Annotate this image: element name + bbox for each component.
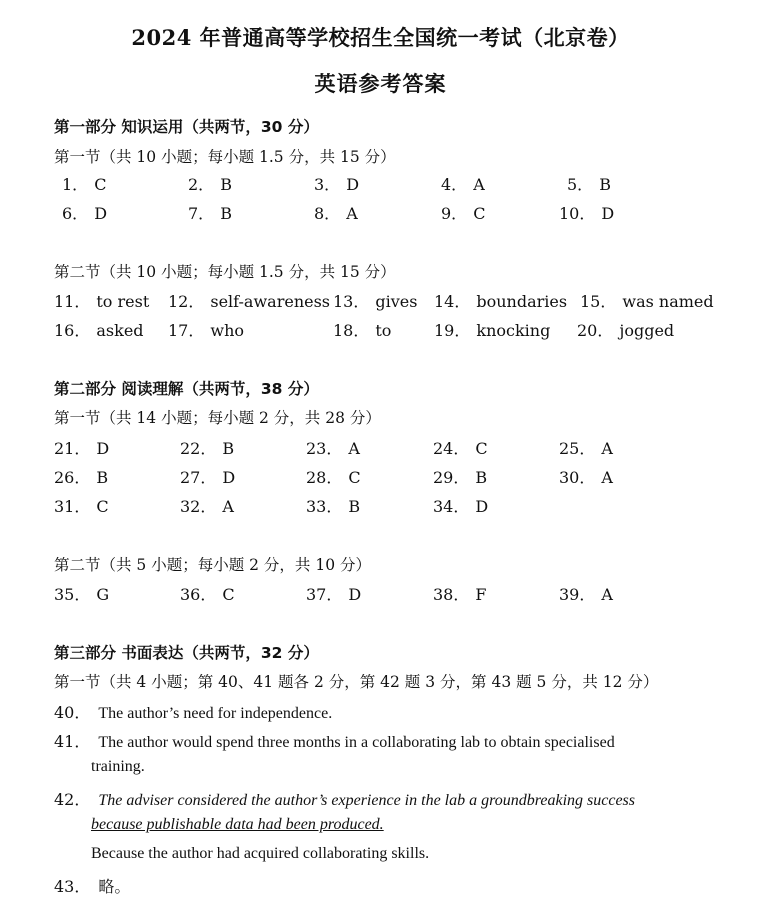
- answer-item: [54, 289, 149, 312]
- answer-value: A: [222, 497, 234, 516]
- answer-item: [180, 494, 234, 517]
- answer-value: D: [346, 175, 360, 194]
- part1-sec1-heading: 第一节（共 10 小题；每小题 1.5 分，共 15 分）: [54, 148, 396, 166]
- answer-value: A: [601, 585, 613, 604]
- answer-value: A: [601, 468, 613, 487]
- answer-item: [168, 289, 330, 312]
- answer-value: boundaries: [476, 292, 568, 311]
- answer-value: gives: [375, 292, 418, 311]
- question-number: 6．: [62, 204, 89, 223]
- question-number: 41．: [54, 732, 91, 751]
- answer-item: [188, 201, 232, 224]
- question-number: 4．: [441, 175, 468, 194]
- answer-item: [62, 172, 106, 195]
- answer-item: [577, 318, 674, 341]
- answer-item: [62, 201, 107, 224]
- question-number: 16．: [54, 321, 91, 340]
- answer-value: A: [601, 439, 613, 458]
- answer-value: D: [601, 204, 615, 223]
- part2-sec2-heading: 第二节（共 5 小题；每小题 2 分，共 10 分）: [54, 556, 372, 574]
- answer-row: [0, 494, 761, 518]
- answer-text-underlined: because publishable data had been produced.: [91, 816, 384, 833]
- answer-item: [180, 436, 234, 459]
- answer-value: knocking: [476, 321, 551, 340]
- answer-value: G: [96, 585, 110, 604]
- answer-value: self-awareness: [210, 292, 331, 311]
- part1-sec2-heading: 第二节（共 10 小题；每小题 1.5 分，共 15 分）: [54, 263, 396, 281]
- answer-item: [567, 172, 611, 195]
- answer-item: [54, 494, 109, 517]
- answer-item: [180, 465, 235, 488]
- answer-text-continued: training.: [91, 758, 145, 775]
- answer-value: D: [475, 497, 489, 516]
- answer-value: D: [222, 468, 236, 487]
- writing-answer-41: [54, 729, 615, 752]
- answer-row: [0, 436, 761, 460]
- question-number: 43．: [54, 877, 91, 896]
- answer-value: B: [96, 468, 109, 487]
- question-number: 1．: [62, 175, 89, 194]
- question-number: 23．: [306, 439, 343, 458]
- answer-item: [433, 494, 488, 517]
- question-number: 30．: [559, 468, 596, 487]
- answer-text-alternate: Because the author had acquired collaborating skills.: [91, 845, 430, 862]
- page-title: 2024 年普通高等学校招生全国统一考试（北京卷）: [131, 25, 630, 50]
- question-number: 7．: [188, 204, 215, 223]
- question-number: 21．: [54, 439, 91, 458]
- question-number: 29．: [433, 468, 470, 487]
- part3-heading: 第三部分 书面表达（共两节，32 分）: [54, 644, 319, 662]
- answer-value: B: [220, 204, 232, 223]
- answer-item: [441, 201, 485, 224]
- question-number: 39．: [559, 585, 596, 604]
- answer-item: [333, 318, 391, 341]
- answer-item: [433, 582, 486, 605]
- answer-value: jogged: [619, 321, 675, 340]
- answer-item: [433, 436, 488, 459]
- answer-item: [580, 289, 714, 312]
- question-number: 31．: [54, 497, 91, 516]
- question-number: 20．: [577, 321, 614, 340]
- question-number: 35．: [54, 585, 91, 604]
- page-subtitle: 英语参考答案: [314, 71, 447, 96]
- answer-row: [0, 582, 761, 606]
- answer-item: [180, 582, 235, 605]
- part3-sec1-heading: 第一节（共 4 小题；第 40、41 题各 2 分，第 42 题 3 分，第 43 题 5 分，共 12 分）: [54, 673, 659, 691]
- answer-value: to rest: [96, 292, 150, 311]
- answer-row: [0, 201, 761, 225]
- answer-text: The author would spend three months in a collaborating lab to obtain specialised: [98, 734, 615, 751]
- answer-value: to: [375, 321, 392, 340]
- question-number: 37．: [306, 585, 343, 604]
- answer-value: A: [348, 439, 360, 458]
- answer-item: [168, 318, 244, 341]
- question-number: 42．: [54, 790, 91, 809]
- question-number: 13．: [333, 292, 370, 311]
- question-number: 33．: [306, 497, 343, 516]
- answer-item: [54, 465, 108, 488]
- answer-value: F: [475, 585, 487, 604]
- answer-value: C: [96, 497, 109, 516]
- answer-value: who: [210, 321, 245, 340]
- answer-row: [0, 318, 761, 342]
- answer-row: [0, 289, 761, 313]
- answer-item: [306, 465, 361, 488]
- answer-value: C: [348, 468, 361, 487]
- question-number: 8．: [314, 204, 341, 223]
- answer-text: The author’s need for independence.: [98, 705, 333, 722]
- answer-item: [306, 436, 360, 459]
- answer-item: [306, 582, 361, 605]
- answer-value: B: [222, 439, 235, 458]
- question-number: 2．: [188, 175, 215, 194]
- part2-sec1-heading: 第一节（共 14 小题；每小题 2 分，共 28 分）: [54, 409, 381, 427]
- answer-value: C: [473, 204, 486, 223]
- answer-text-italic: The adviser considered the author’s experience in the lab a groundbreaking success: [98, 792, 636, 809]
- answer-value: D: [94, 204, 108, 223]
- answer-value: C: [94, 175, 107, 194]
- answer-value: D: [348, 585, 362, 604]
- question-number: 10．: [559, 204, 596, 223]
- answer-value: C: [222, 585, 235, 604]
- answer-value: D: [96, 439, 110, 458]
- answer-value: B: [348, 497, 361, 516]
- question-number: 36．: [180, 585, 217, 604]
- part2-heading: 第二部分 阅读理解（共两节，38 分）: [54, 380, 319, 398]
- answer-item: [314, 201, 358, 224]
- answer-item: [434, 289, 567, 312]
- question-number: 22．: [180, 439, 217, 458]
- answer-text: 略。: [98, 879, 131, 896]
- answer-item: [559, 201, 614, 224]
- answer-item: [559, 465, 613, 488]
- part1-heading: 第一部分 知识运用（共两节，30 分）: [54, 118, 319, 136]
- answer-row: [0, 172, 761, 196]
- answer-item: [434, 318, 550, 341]
- question-number: 26．: [54, 468, 91, 487]
- question-number: 24．: [433, 439, 470, 458]
- answer-item: [333, 289, 417, 312]
- question-number: 27．: [180, 468, 217, 487]
- question-number: 14．: [434, 292, 471, 311]
- question-number: 9．: [441, 204, 468, 223]
- answer-value: B: [475, 468, 488, 487]
- answer-item: [559, 582, 613, 605]
- question-number: 40．: [54, 703, 91, 722]
- answer-item: [441, 172, 485, 195]
- answer-item: [188, 172, 232, 195]
- answer-item: [54, 436, 109, 459]
- writing-answer-42: [54, 787, 635, 810]
- answer-item: [433, 465, 487, 488]
- answer-item: [54, 582, 109, 605]
- question-number: 3．: [314, 175, 341, 194]
- answer-item: [54, 318, 144, 341]
- question-number: 15．: [580, 292, 617, 311]
- answer-value: A: [473, 175, 485, 194]
- question-number: 34．: [433, 497, 470, 516]
- writing-answer-43: [54, 874, 130, 897]
- question-number: 12．: [168, 292, 205, 311]
- question-number: 25．: [559, 439, 596, 458]
- question-number: 32．: [180, 497, 217, 516]
- answer-item: [306, 494, 360, 517]
- answer-value: B: [599, 175, 611, 194]
- answer-item: [314, 172, 359, 195]
- question-number: 19．: [434, 321, 471, 340]
- answer-value: was named: [622, 292, 714, 311]
- answer-value: A: [346, 204, 358, 223]
- answer-value: C: [475, 439, 488, 458]
- question-number: 17．: [168, 321, 205, 340]
- question-number: 38．: [433, 585, 470, 604]
- answer-row: [0, 465, 761, 489]
- question-number: 5．: [567, 175, 594, 194]
- question-number: 11．: [54, 292, 91, 311]
- answer-value: asked: [96, 321, 144, 340]
- question-number: 28．: [306, 468, 343, 487]
- question-number: 18．: [333, 321, 370, 340]
- writing-answer-40: [54, 700, 332, 723]
- answer-item: [559, 436, 613, 459]
- answer-value: B: [220, 175, 232, 194]
